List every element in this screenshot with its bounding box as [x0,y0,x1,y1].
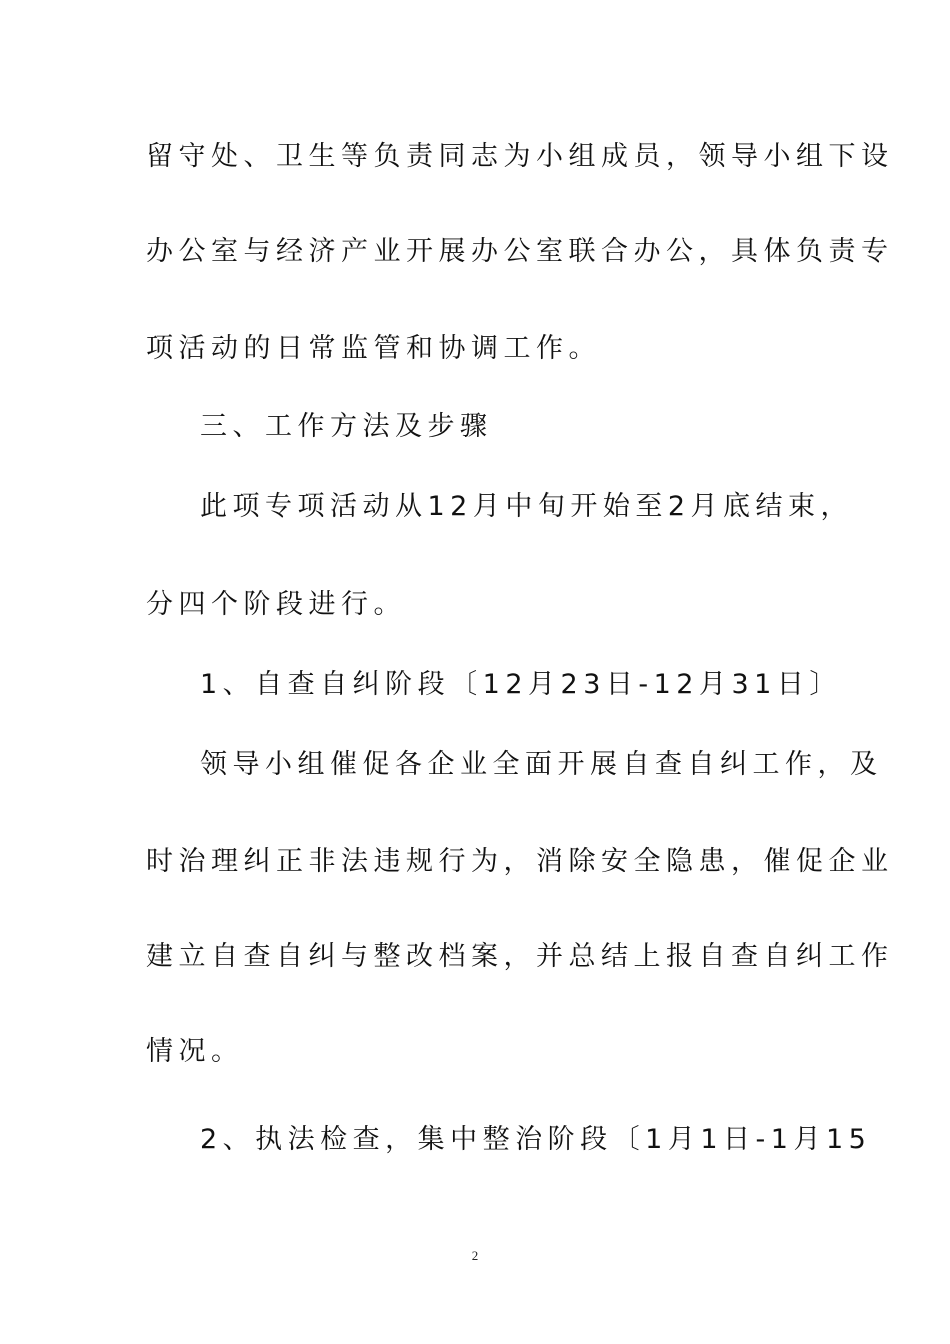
text-line-6: 分四个阶段进行。 [146,589,406,620]
text-line-10: 建立自查自纠与整改档案，并总结上报自查自纠工作 [146,941,894,972]
page-number: 2 [471,1248,479,1263]
section-heading: 三、工作方法及步骤 [200,411,493,442]
text-line-2: 办公室与经济产业开展办公室联合办公，具体负责专 [146,236,894,267]
stage-1-heading: 1、自查自纠阶段〔12月23日-12月31日〕 [200,669,842,700]
text-line-5: 此项专项活动从12月中旬开始至2月底结束， [200,491,854,522]
text-line-3: 项活动的日常监管和协调工作。 [146,333,601,364]
text-line-11: 情况。 [146,1036,244,1067]
text-line-1: 留守处、卫生等负责同志为小组成员，领导小组下设 [146,141,894,172]
text-line-8: 领导小组催促各企业全面开展自查自纠工作，及 [200,749,883,780]
text-line-9: 时治理纠正非法违规行为，消除安全隐患，催促企业 [146,846,894,877]
stage-2-heading: 2、执法检查，集中整治阶段〔1月1日-1月15 [200,1124,872,1155]
